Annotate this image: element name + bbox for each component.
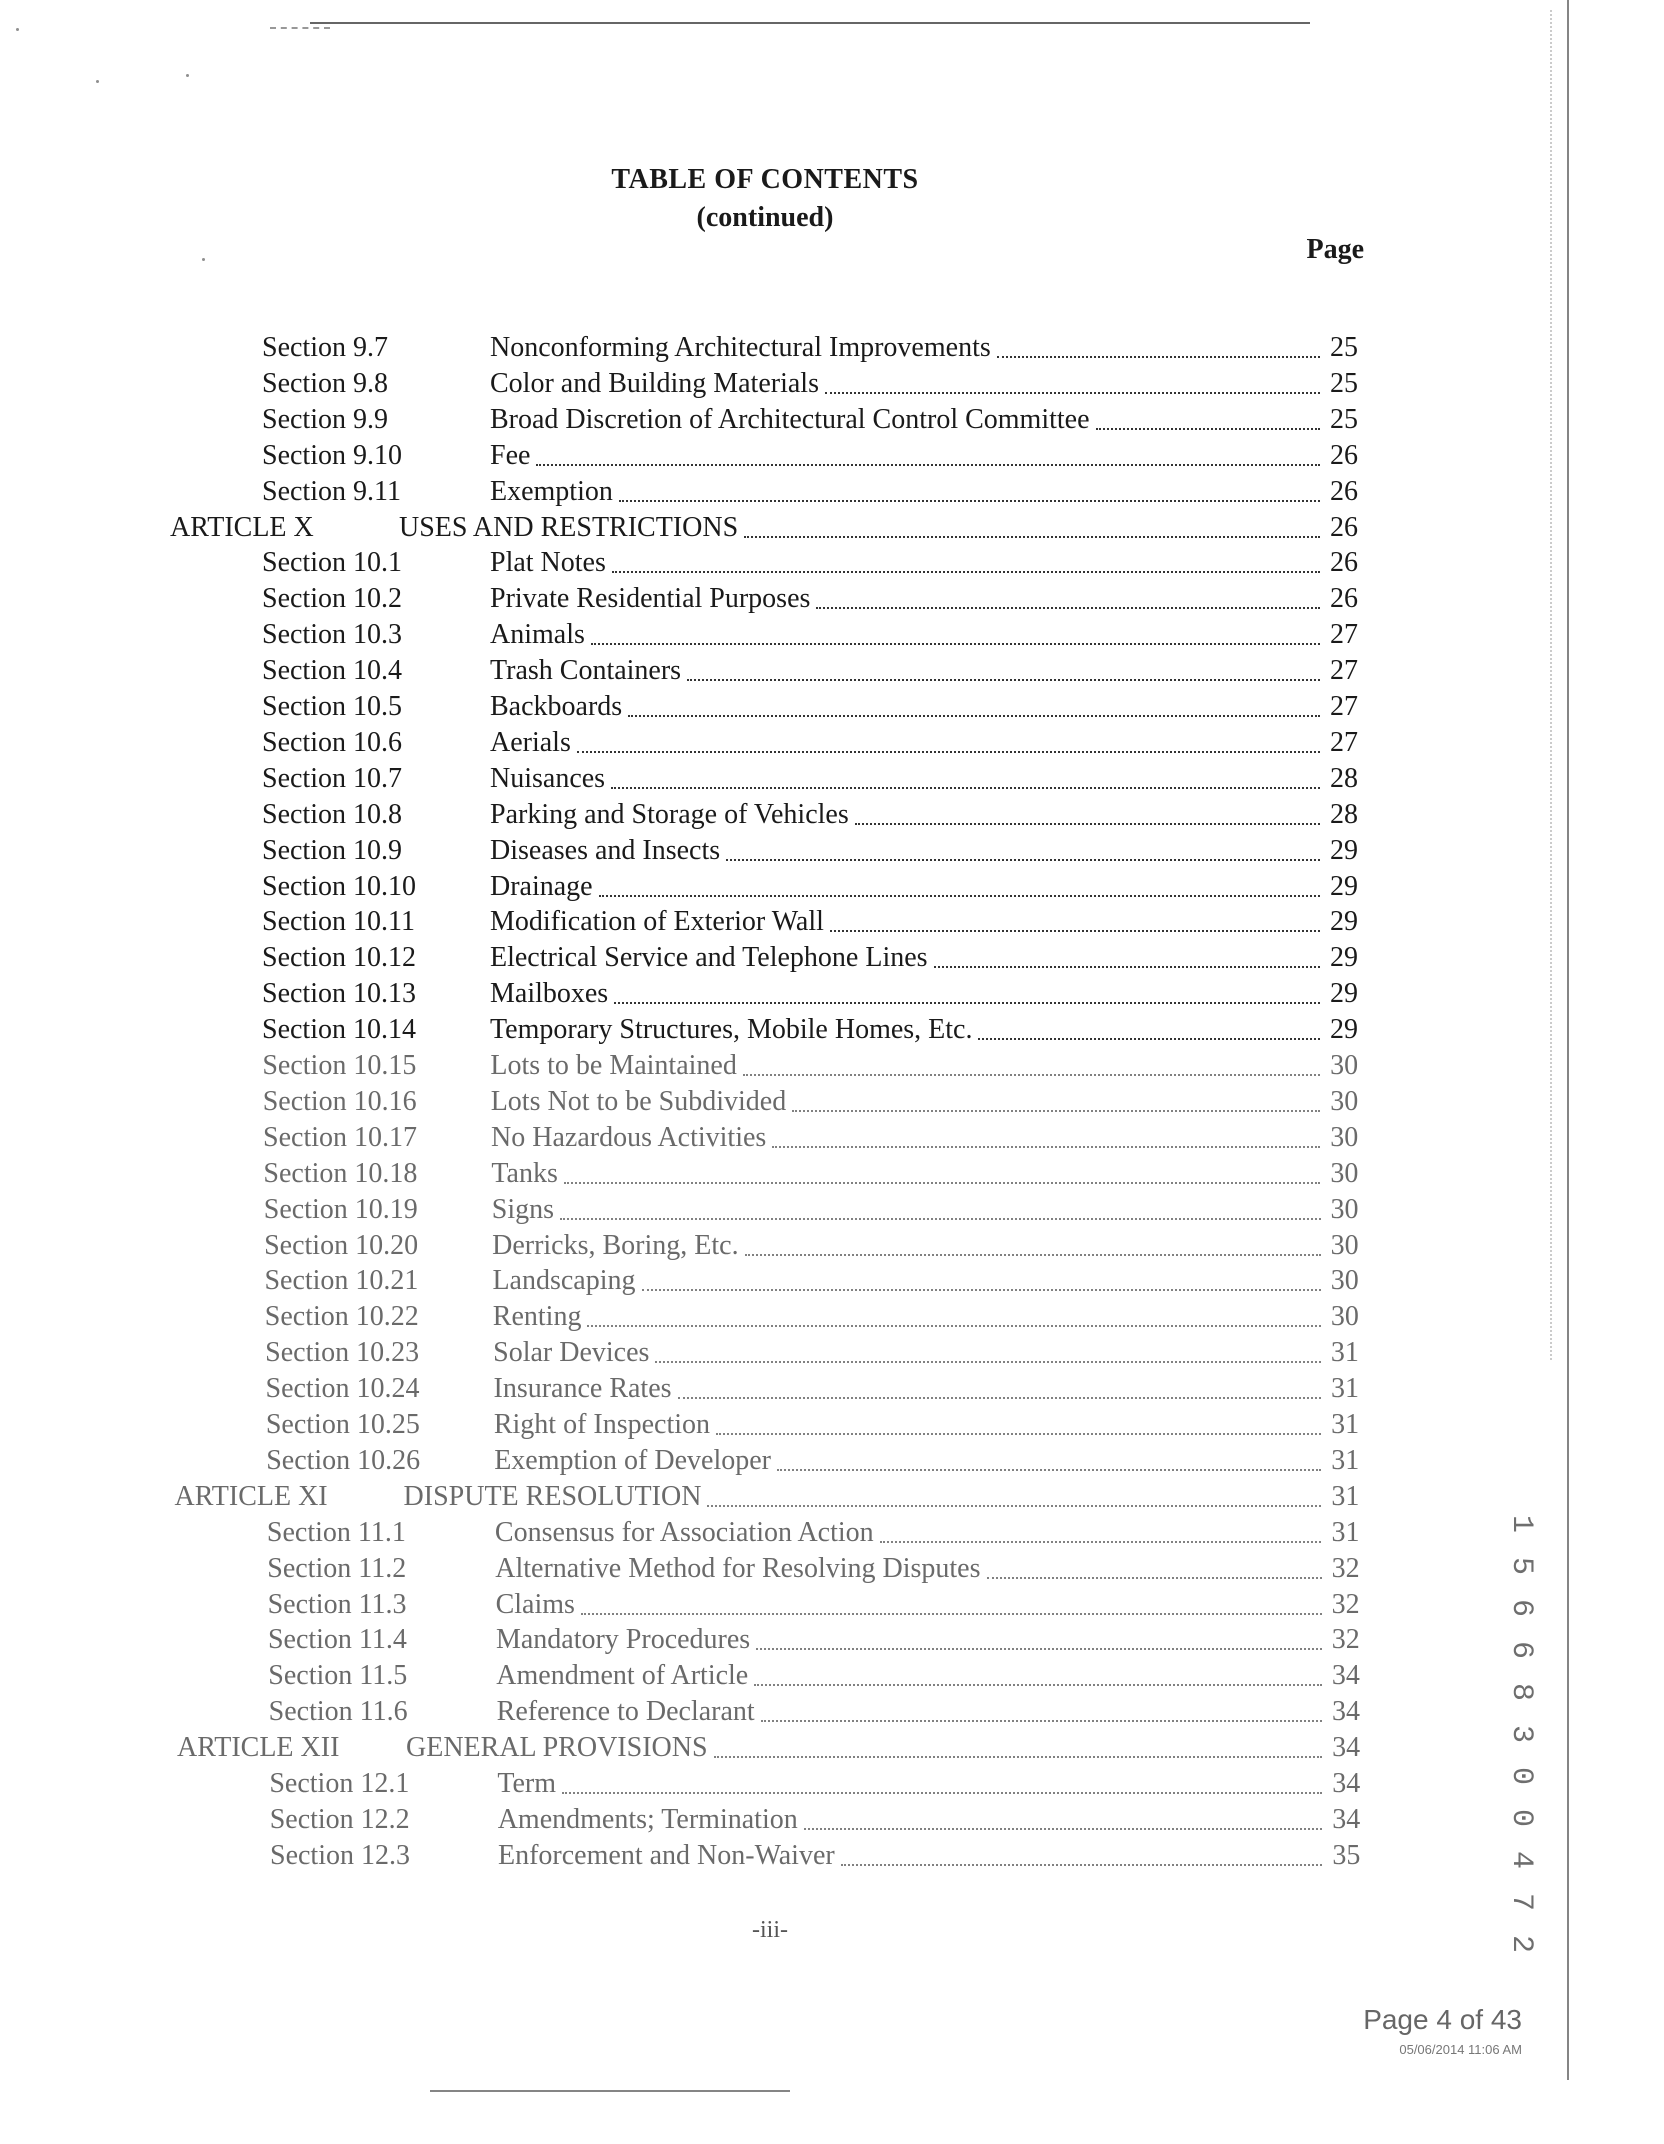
dot-leader: [655, 1361, 1320, 1363]
entry-page-number: 25: [1330, 403, 1358, 435]
section-number: Section 10.24: [265, 1373, 420, 1405]
entry-page-number: 30: [1330, 1050, 1359, 1081]
article-number: ARTICLE X: [170, 511, 314, 543]
entry-title: Backboards: [490, 691, 623, 722]
entry-title: Mandatory Procedures: [495, 1624, 751, 1656]
section-number: Section 11.4: [267, 1624, 407, 1656]
toc-section-row: [270, 1802, 1361, 1838]
entry-page-number: 26: [1330, 439, 1358, 471]
toc-section-row: [262, 833, 1358, 869]
section-number: Section 10.9: [262, 834, 402, 866]
entry-title: Aerials: [490, 726, 571, 758]
dot-leader: [997, 356, 1320, 358]
dot-leader: [756, 1648, 1322, 1650]
entry-title: Electrical Service and Telephone Lines: [490, 942, 928, 974]
dot-leader: [777, 1469, 1321, 1471]
entry-page-number: 34: [1331, 1660, 1360, 1692]
toc-section-row: [270, 1838, 1360, 1874]
toc-section-row: [262, 402, 1358, 438]
section-number: Section 10.4: [262, 655, 402, 687]
dot-leader: [614, 1002, 1320, 1004]
entry-title: Tanks: [491, 1157, 558, 1189]
entry-page-number: 27: [1330, 691, 1358, 722]
entry-title: No Hazardous Activities: [491, 1121, 767, 1153]
entry-page-number: 31: [1331, 1444, 1360, 1476]
entry-page-number: 26: [1330, 583, 1358, 615]
dot-leader: [716, 1433, 1321, 1435]
toc-article-row: [175, 1479, 1360, 1515]
entry-title: DISPUTE RESOLUTION: [403, 1480, 702, 1512]
entry-page-number: 32: [1331, 1552, 1360, 1584]
section-number: Section 10.15: [262, 1050, 417, 1081]
section-number: Section 10.21: [264, 1265, 419, 1297]
dot-leader: [564, 1182, 1321, 1184]
toc-section-row: [262, 725, 1358, 761]
toc-section-row: [262, 330, 1358, 366]
entry-title: Fee: [490, 439, 531, 471]
dot-leader: [687, 679, 1320, 681]
entry-page-number: 32: [1331, 1624, 1360, 1656]
entry-page-number: 31: [1331, 1373, 1360, 1405]
entry-title: Plat Notes: [490, 547, 606, 579]
dot-leader: [792, 1110, 1320, 1112]
dot-leader: [612, 571, 1320, 573]
entry-title: Lots to be Maintained: [490, 1050, 737, 1081]
entry-title: Drainage: [490, 870, 593, 902]
document-subtitle: (continued): [696, 202, 834, 233]
section-number: Section 9.10: [262, 439, 402, 471]
section-number: Section 9.8: [262, 367, 388, 399]
toc-section-row: [262, 653, 1358, 689]
entry-page-number: 31: [1331, 1516, 1360, 1548]
toc-section-row: [265, 1299, 1359, 1335]
entry-title: Diseases and Insects: [490, 834, 721, 866]
toc-section-row: [262, 976, 1358, 1012]
scan-speck: [186, 74, 189, 77]
entry-title: Broad Discretion of Architectural Control Committee: [490, 403, 1090, 435]
entry-title: Nuisances: [490, 762, 606, 794]
section-number: Section 10.3: [262, 619, 402, 651]
toc-section-row: [262, 904, 1358, 940]
toc-section-row: [267, 1551, 1359, 1587]
toc-section-row: [262, 869, 1358, 905]
dot-leader: [744, 536, 1320, 538]
dot-leader: [987, 1577, 1322, 1579]
entry-page-number: 30: [1330, 1229, 1359, 1261]
toc-section-row: [262, 940, 1358, 976]
dot-leader: [934, 966, 1320, 968]
entry-title: Animals: [490, 619, 585, 651]
section-number: Section 11.5: [268, 1660, 408, 1692]
section-number: Section 10.14: [262, 1014, 416, 1046]
section-number: Section 10.13: [262, 978, 416, 1010]
toc-section-row: [262, 689, 1358, 725]
entry-title: Consensus for Association Action: [494, 1516, 874, 1548]
entry-page-number: 34: [1331, 1696, 1360, 1728]
entry-title: Term: [497, 1768, 557, 1799]
scan-speck: [16, 28, 19, 31]
entry-title: Alternative Method for Resolving Disputes: [495, 1552, 981, 1584]
entry-page-number: 34: [1332, 1732, 1361, 1764]
entry-page-number: 35: [1332, 1839, 1361, 1871]
dot-leader: [642, 1289, 1321, 1291]
toc-section-row: [262, 438, 1358, 474]
entry-page-number: 29: [1330, 870, 1358, 902]
roman-page-number: -iii-: [752, 1917, 788, 1943]
dot-leader: [587, 1325, 1320, 1327]
toc-section-row: [262, 617, 1358, 653]
document-title: TABLE OF CONTENTS: [611, 164, 919, 195]
entry-page-number: 30: [1330, 1085, 1359, 1117]
toc-section-row: [262, 474, 1358, 510]
section-number: Section 11.3: [267, 1588, 407, 1620]
entry-page-number: 30: [1330, 1121, 1359, 1153]
entry-page-number: 32: [1331, 1588, 1360, 1620]
section-number: Section 10.20: [264, 1229, 419, 1261]
entry-page-number: 30: [1330, 1157, 1359, 1189]
entry-page-number: 28: [1330, 798, 1358, 830]
section-number: Section 10.18: [263, 1157, 418, 1189]
entry-title: Insurance Rates: [493, 1373, 672, 1405]
entry-title: Modification of Exterior Wall: [490, 906, 824, 938]
toc-article-row: [170, 510, 1358, 546]
section-number: Section 10.2: [262, 583, 402, 615]
article-number: ARTICLE XI: [174, 1480, 328, 1512]
toc-section-row: [262, 581, 1358, 617]
section-number: Section 9.9: [262, 403, 388, 435]
dot-leader: [855, 823, 1320, 825]
entry-page-number: 31: [1331, 1480, 1360, 1512]
dot-leader: [714, 1756, 1323, 1758]
section-number: Section 11.1: [266, 1516, 406, 1548]
entry-page-number: 30: [1330, 1193, 1359, 1225]
section-number: Section 12.3: [270, 1839, 410, 1871]
scan-right-edge: [1567, 0, 1569, 2080]
toc-section-row: [262, 797, 1358, 833]
entry-title: Parking and Storage of Vehicles: [490, 798, 849, 830]
scan-top-dash: [270, 27, 330, 29]
entry-title: Enforcement and Non-Waiver: [498, 1839, 835, 1871]
entry-page-number: 29: [1330, 942, 1358, 974]
dot-leader: [726, 859, 1320, 861]
entry-title: Signs: [491, 1193, 554, 1225]
section-number: Section 10.12: [262, 942, 416, 974]
entry-title: Reference to Declarant: [496, 1696, 755, 1728]
section-number: Section 12.2: [269, 1803, 410, 1835]
toc-section-row: [262, 545, 1358, 581]
toc-section-row: [266, 1443, 1359, 1479]
section-number: Section 10.19: [263, 1193, 418, 1225]
entry-page-number: 25: [1330, 367, 1358, 399]
section-number: Section 10.11: [262, 906, 415, 938]
dot-leader: [611, 787, 1320, 789]
entry-page-number: 27: [1330, 726, 1358, 758]
dot-leader: [825, 392, 1320, 394]
section-number: Section 10.26: [266, 1444, 421, 1476]
dot-leader: [577, 751, 1320, 753]
entry-page-number: 29: [1330, 1014, 1358, 1046]
entry-title: Color and Building Materials: [490, 367, 819, 399]
dot-leader: [880, 1541, 1322, 1543]
article-number: ARTICLE XII: [177, 1732, 340, 1764]
section-number: Section 10.8: [262, 798, 402, 830]
entry-page-number: 26: [1330, 547, 1358, 579]
entry-title: Amendments; Termination: [497, 1803, 798, 1835]
toc-section-row: [263, 1084, 1359, 1120]
dot-leader: [678, 1397, 1322, 1399]
entry-title: Solar Devices: [493, 1337, 650, 1369]
dot-leader: [591, 643, 1320, 645]
entry-title: Nonconforming Architectural Improvements: [490, 332, 991, 363]
entry-title: GENERAL PROVISIONS: [406, 1732, 708, 1764]
scan-speck: [202, 258, 205, 261]
scan-top-rule: [310, 22, 1310, 24]
dot-leader: [599, 895, 1320, 897]
toc-section-row: [267, 1515, 1360, 1551]
entry-title: Lots Not to be Subdivided: [490, 1085, 787, 1117]
section-number: Section 10.17: [263, 1121, 418, 1153]
toc-section-row: [266, 1371, 1360, 1407]
toc-section-row: [268, 1622, 1360, 1658]
entry-page-number: 27: [1330, 619, 1358, 651]
toc-section-row: [264, 1192, 1359, 1228]
dot-leader: [560, 1218, 1321, 1220]
dot-leader: [978, 1038, 1320, 1040]
dot-leader: [536, 464, 1320, 466]
toc-section-row: [268, 1587, 1360, 1623]
print-timestamp: 05/06/2014 11:06 AM: [1399, 2042, 1522, 2057]
dot-leader: [804, 1828, 1323, 1830]
entry-page-number: 34: [1332, 1768, 1361, 1799]
dot-leader: [816, 607, 1320, 609]
section-number: Section 9.11: [262, 475, 401, 507]
toc-section-row: [262, 761, 1358, 797]
section-number: Section 10.1: [262, 547, 402, 579]
dot-leader: [1096, 428, 1320, 430]
entry-page-number: 31: [1330, 1337, 1359, 1369]
dot-leader: [619, 500, 1320, 502]
section-number: Section 10.23: [265, 1337, 420, 1369]
section-number: Section 10.22: [264, 1301, 419, 1333]
dot-leader: [841, 1864, 1323, 1866]
toc-section-row: [268, 1658, 1360, 1694]
entry-page-number: 30: [1330, 1301, 1359, 1333]
section-number: Section 10.6: [262, 726, 402, 758]
entry-title: Landscaping: [492, 1265, 636, 1297]
entry-page-number: 25: [1330, 332, 1358, 363]
entry-title: Right of Inspection: [493, 1409, 711, 1440]
toc-section-row: [262, 366, 1358, 402]
entry-title: Private Residential Purposes: [490, 583, 811, 615]
section-number: Section 10.10: [262, 870, 416, 902]
toc-section-row: [269, 1766, 1360, 1802]
toc-section-row: [263, 1120, 1358, 1156]
entry-title: Claims: [495, 1588, 575, 1620]
page-of-count: Page 4 of 43: [1363, 2004, 1522, 2035]
dot-leader: [745, 1254, 1321, 1256]
dot-leader: [754, 1684, 1322, 1686]
dot-leader: [743, 1074, 1320, 1076]
entry-title: Exemption: [490, 475, 613, 507]
scan-bottom-rule: [430, 2090, 790, 2092]
section-number: Section 9.7: [262, 332, 388, 363]
dot-leader: [562, 1792, 1322, 1794]
entry-title: Temporary Structures, Mobile Homes, Etc.: [490, 1014, 973, 1046]
toc-section-row: [266, 1407, 1359, 1443]
entry-page-number: 34: [1332, 1803, 1361, 1835]
entry-page-number: 29: [1330, 834, 1358, 866]
entry-page-number: 28: [1330, 762, 1358, 794]
scan-speck: [96, 80, 99, 83]
toc-section-row: [265, 1335, 1359, 1371]
dot-leader: [772, 1146, 1320, 1148]
entry-title: Renting: [492, 1301, 582, 1333]
toc-section-row: [262, 1012, 1358, 1048]
entry-title: USES AND RESTRICTIONS: [399, 511, 739, 543]
entry-page-number: 29: [1330, 978, 1358, 1010]
entry-page-number: 31: [1331, 1409, 1360, 1440]
section-number: Section 11.2: [267, 1552, 407, 1584]
entry-title: Mailboxes: [490, 978, 609, 1010]
section-number: Section 10.7: [262, 762, 402, 794]
scan-right-dots: [1550, 10, 1552, 1360]
section-number: Section 10.16: [262, 1085, 417, 1117]
dot-leader: [581, 1613, 1322, 1615]
page-column-label: Page: [1306, 234, 1364, 265]
entry-page-number: 29: [1330, 906, 1358, 938]
entry-page-number: 27: [1330, 655, 1358, 687]
dot-leader: [761, 1720, 1322, 1722]
dot-leader: [707, 1505, 1321, 1507]
toc-section-row: [264, 1263, 1358, 1299]
dot-leader: [628, 715, 1320, 717]
entry-title: Trash Containers: [490, 655, 682, 687]
toc-section-row: [264, 1228, 1359, 1264]
section-number: Section 11.6: [268, 1696, 408, 1728]
toc-section-row: [269, 1694, 1360, 1730]
dot-leader: [830, 930, 1320, 932]
toc-section-row: [263, 1156, 1358, 1192]
entry-page-number: 26: [1330, 475, 1358, 507]
entry-page-number: 26: [1330, 511, 1358, 543]
toc-article-row: [177, 1730, 1360, 1766]
section-number: Section 10.25: [265, 1409, 420, 1440]
section-number: Section 12.1: [269, 1768, 410, 1799]
entry-title: Exemption of Developer: [494, 1444, 771, 1476]
entry-page-number: 30: [1330, 1265, 1359, 1297]
toc-section-row: [262, 1048, 1358, 1084]
section-number: Section 10.5: [262, 691, 402, 722]
entry-title: Derricks, Boring, Etc.: [492, 1229, 739, 1261]
side-stamp-number: 1 5 6 6 8 3 0 0 4 7 2: [1504, 1515, 1538, 1957]
entry-title: Amendment of Article: [496, 1660, 749, 1692]
